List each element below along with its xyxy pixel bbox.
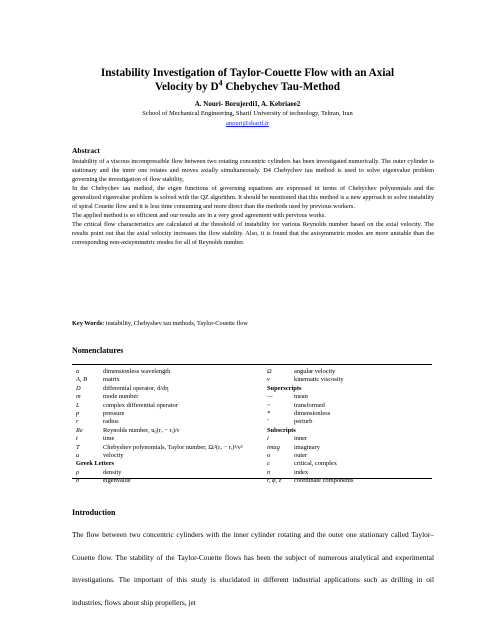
nomenclature-symbol: r, φ, z (267, 477, 282, 485)
introduction-heading: Introduction (72, 508, 116, 517)
nomenclature-row (76, 368, 256, 376)
nomenclature-symbol: D (76, 384, 81, 392)
nomenclature-row (267, 376, 432, 384)
authors: A. Nouri- Borujerdi1, A. Kebriaee2 (194, 100, 301, 108)
nomenclature-row (76, 435, 256, 443)
title-line-1: Instability Investigation of Taylor-Couette Flow with an Axial (100, 67, 395, 79)
nomenclature-right-column (267, 368, 432, 486)
nomenclature-row (76, 452, 256, 460)
nomenclature-description: inner (294, 435, 308, 443)
nomenclature-description: coordinate components (294, 477, 354, 485)
nomenclature-group-heading (267, 427, 432, 435)
nomenclature-symbol: t (76, 435, 78, 443)
nomenclature-group-heading (267, 385, 432, 393)
title-line-2-post: Chebychev Tau-Method (222, 81, 340, 93)
nomenclature-row (76, 385, 256, 393)
nomenclature-row (76, 427, 256, 435)
nomenclature-symbol: p (76, 410, 80, 418)
nomenclature-row (267, 393, 432, 401)
nomenclature-symbol: ν (267, 376, 270, 384)
title-superscript: 4 (218, 78, 223, 88)
nomenclature-left-column (76, 368, 256, 486)
nomenclature-symbol: i (267, 435, 269, 443)
abstract-paragraph: The applied method is so efficient and our results are in a very good agreement with pervious works. (72, 212, 326, 219)
nomenclature-symbol: Re (76, 426, 83, 434)
nomenclature-description: radius (103, 418, 119, 426)
nomenclature-description: pressure (103, 410, 125, 418)
nomenclature-row (267, 460, 432, 468)
nomenclature-row (267, 418, 432, 426)
nomenclature-symbol: ' (267, 418, 269, 426)
nomenclature-description: matrix (103, 376, 120, 384)
nomenclature-symbol: Greek Letters (76, 460, 115, 468)
nomenclature-description: eigenvalue (103, 477, 131, 485)
nomenclature-row (76, 376, 256, 384)
nomenclature-row (76, 477, 256, 485)
nomenclature-row (76, 402, 256, 410)
nomenclature-description: Reynolds number, u₀(rₒ − rᵢ)/ν (103, 426, 180, 434)
nomenclature-description: mode number (103, 393, 139, 401)
nomenclature-symbol: imag (267, 443, 280, 451)
nomenclature-symbol: — (267, 393, 273, 401)
nomenclature-description: velocity (103, 452, 124, 460)
keywords-label: Key Words: (72, 320, 105, 327)
nomenclature-symbol: L (76, 401, 80, 409)
nomenclature-row (267, 435, 432, 443)
abstract-body (72, 157, 434, 247)
nomenclature-symbol: m (76, 393, 81, 401)
nomenclature-row (267, 477, 432, 485)
abstract-paragraph: The critical flow characteristics are calculated at the threshold of instability for various Reynolds number based on the axial velocity. The results point out that the axial velocity increases the flow stability. Also, it is found that the axisymmetric modes are more unstable than the corresponding non-axisymmetric modes for all of Reynolds number. (72, 221, 434, 246)
nomenclature-row (267, 402, 432, 410)
nomenclature-symbol: r (76, 418, 79, 426)
nomenclature-symbol: n (267, 468, 271, 476)
nomenclature-symbol: ρ (76, 468, 80, 476)
nomenclature-symbol: a (76, 368, 80, 375)
nomenclature-description: outer (294, 452, 308, 460)
nomenclature-row (76, 469, 256, 477)
paper-title (60, 66, 435, 94)
nomenclature-description: angular velocity (294, 368, 336, 375)
nomenclature-row (267, 452, 432, 460)
nomenclature-heading: Nomenclatures (72, 346, 124, 355)
nomenclature-description: imaginary (294, 443, 320, 451)
nomenclature-row (76, 393, 256, 401)
nomenclature-row (76, 444, 256, 452)
abstract-paragraph: Instability of a viscous incompressible flow between two rotating concentric cylinders has been investigated numerically. The outer cylinder is stationary and the inner one rotates and moves axially simultaneously. D4 Chebychev tau method is used to solve eigenvalue problem governing the investigation of flow stability, (72, 158, 434, 183)
nomenclature-description: kinematic viscosity (294, 376, 344, 384)
keywords-text: instability, Chebyshev tau methods, Taylor-Couette flow (104, 320, 248, 327)
nomenclature-description: perturb (294, 418, 313, 426)
abstract-paragraph: In the Chebychev tau method, the eigen functions of governing equations are expressed in terms of Chebychev polynomials and the generalized eigenvalue problem is solved with the QZ algorithm. It should be mentioned that this method is a new approach to solve instability of spiral Couette flow and it is less time consuming and more direct than the methods used by previous workers. (72, 185, 434, 210)
nomenclature-row (267, 469, 432, 477)
title-line-2-pre: Velocity by D (154, 81, 219, 93)
nomenclature-row (76, 418, 256, 426)
nomenclature-description: complex differential operator (103, 401, 178, 409)
nomenclature-description: dimensionless (294, 410, 331, 418)
introduction-body: The flow between two concentric cylinders with the inner cylinder rotating and the outer one stationary called Taylor–Couette flow. The stability of the Taylor-Couette flows has been the subject of numerous analytical and experimental investigations. The important of this study is elucidated in different industrial applications such as drilling in oil industries, flows about ship propellers, jet (72, 530, 434, 607)
nomenclature-symbol: c (267, 460, 270, 468)
nomenclature-symbol: u (76, 452, 80, 460)
nomenclature-symbol: o (267, 452, 271, 460)
nomenclature-group-heading (76, 460, 256, 468)
abstract-heading: Abstract (72, 146, 100, 155)
nomenclature-description: Chebyshev polynomials, Taylor number, Ωᵢ²(rₒ − rᵢ)³/ν² (103, 443, 243, 451)
nomenclature-symbol: Superscripts (267, 384, 302, 392)
nomenclature-row (267, 444, 432, 452)
nomenclature-symbol: σ (76, 477, 80, 485)
nomenclature-symbol: Ω (267, 368, 272, 375)
nomenclature-description: index (294, 468, 309, 476)
nomenclature-description: critical, complex (294, 460, 337, 468)
nomenclature-symbol: A, B (76, 376, 88, 384)
nomenclature-description: dimensionless wavelength (103, 368, 171, 375)
nomenclature-row (267, 410, 432, 418)
nomenclature-description: transformed (294, 401, 325, 409)
keywords-line (72, 320, 248, 327)
nomenclature-symbol: ~ (267, 401, 271, 409)
email-link[interactable]: anouri@sharif.ir (226, 120, 269, 127)
nomenclature-description: density (103, 468, 122, 476)
nomenclature-description: differential operator, d/dη (103, 384, 169, 392)
nomenclature-description: time (103, 435, 115, 443)
nomenclature-row (76, 410, 256, 418)
nomenclature-table (72, 364, 432, 485)
nomenclature-description: mean (294, 393, 308, 401)
nomenclature-row (267, 368, 432, 376)
nomenclature-symbol: * (267, 410, 271, 418)
nomenclature-symbol: Subscripts (267, 426, 296, 434)
nomenclature-symbol: T (76, 443, 80, 451)
affiliation: School of Mechanical Engineering, Sharif University of technology, Tehran, Iran (142, 110, 353, 117)
